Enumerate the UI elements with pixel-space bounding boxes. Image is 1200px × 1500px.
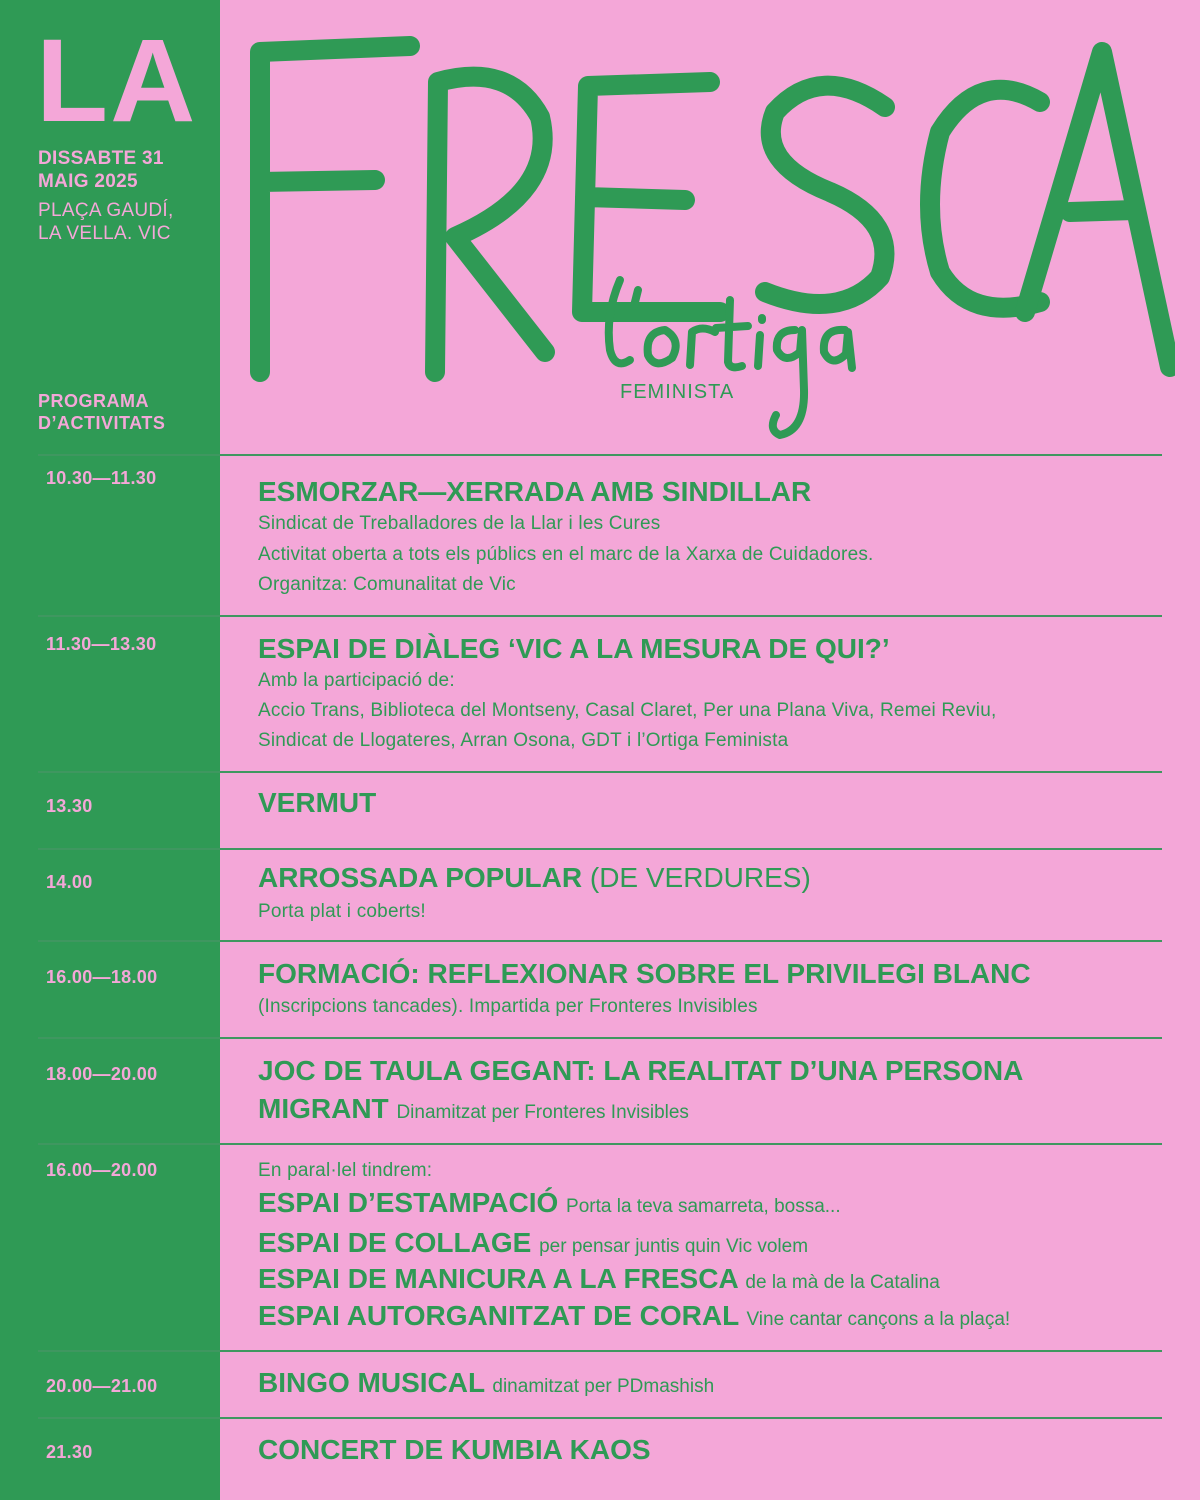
parallel-item-note: Porta la teva samarreta, bossa... [566,1196,841,1217]
slot-title [258,1367,714,1399]
slot-intro: En paral·lel tindrem: [258,1160,433,1181]
slot-title: VERMUT [258,787,377,818]
slot-note: Dinamitzat per Fronteres Invisibles [396,1102,689,1123]
parallel-item [258,1263,940,1295]
slot-time: 21.30 [46,1442,93,1462]
divider [38,771,1162,773]
slot-title-main: BINGO MUSICAL [258,1367,485,1398]
divider [38,1143,1162,1145]
date-line-2: MAIG 2025 [38,171,138,192]
divider [38,1350,1162,1352]
parallel-item-title: ESPAI AUTORGANITZAT DE CORAL [258,1300,739,1331]
slot-time: 11.30—13.30 [46,634,157,654]
parallel-item-note: de la mà de la Catalina [745,1272,940,1293]
letter-c [930,90,1040,308]
divider [38,940,1162,942]
slot-time: 16.00—18.00 [46,967,158,987]
parallel-item [258,1227,808,1259]
slot-time: 20.00—21.00 [46,1376,158,1396]
ortiga-subtitle: FEMINISTA [620,381,735,403]
parallel-item-title: ESPAI D’ESTAMPACIÓ [258,1187,559,1218]
place-line-2: LA VELLA. VIC [38,223,171,244]
divider [38,1037,1162,1039]
program-line-2: D’ACTIVITATS [38,413,166,433]
slot-title: ESPAI DE DIÀLEG ‘VIC A LA MESURA DE QUI?’ [258,633,890,664]
slot-detail: Sindicat de Llogateres, Arran Osona, GDT i l’Ortiga Feminista [258,730,789,751]
parallel-item-title: ESPAI DE MANICURA A LA FRESCA [258,1263,738,1294]
slot-time: 13.30 [46,796,93,816]
divider [38,1417,1162,1419]
slot-detail: Activitat oberta a tots els públics en el marc de la Xarxa de Cuidadores. [258,544,874,565]
slot-title-extra: (DE VERDURES) [589,862,811,893]
la-word: LA [36,15,198,147]
slot-title-main: ARROSSADA POPULAR [258,862,583,893]
slot-title: ESMORZAR—XERRADA AMB SINDILLAR [258,476,812,507]
program-line-1: PROGRAMA [38,391,149,411]
slot-time: 18.00—20.00 [46,1064,158,1084]
parallel-item-title: ESPAI DE COLLAGE [258,1227,532,1258]
slot-time: 16.00—20.00 [46,1160,158,1180]
slot-detail: Organitza: Comunalitat de Vic [258,574,516,595]
parallel-item-note: per pensar juntis quin Vic volem [539,1236,809,1257]
place-line-1: PLAÇA GAUDÍ, [38,200,174,221]
slot-title-word: MIGRANT [258,1093,389,1124]
slot-detail: (Inscripcions tancades). Impartida per Fronteres Invisibles [258,996,758,1017]
slot-detail: Accio Trans, Biblioteca del Montseny, Casal Claret, Per una Plana Viva, Remei Reviu, [258,700,997,721]
parallel-item-note: Vine cantar cançons a la plaça! [746,1309,1011,1330]
slot-detail: Porta plat i coberts! [258,901,426,922]
slot-time: 10.30—11.30 [46,468,157,488]
slot-title: CONCERT DE KUMBIA KAOS [258,1434,651,1465]
slot-time: 14.00 [46,872,93,892]
slot-title-continued [258,1093,689,1125]
slot-detail: Sindicat de Treballadores de la Llar i les Cures [258,513,661,534]
slot-detail: Amb la participació de: [258,670,455,691]
slot-title: JOC DE TAULA GEGANT: LA REALITAT D’UNA PERSONA [258,1055,1024,1086]
divider [38,615,1162,617]
parallel-item [258,1187,841,1219]
parallel-item [258,1300,1010,1332]
date-line-1: DISSABTE 31 [38,148,164,169]
letter-f [260,46,410,372]
divider [38,848,1162,850]
slot-title [258,862,811,894]
slot-title: FORMACIÓ: REFLEXIONAR SOBRE EL PRIVILEGI BLANC [258,958,1031,989]
divider [38,454,1162,456]
ortiga-logo [590,270,880,445]
letter-r [435,77,545,372]
slot-note: dinamitzat per PDmashish [492,1376,715,1397]
